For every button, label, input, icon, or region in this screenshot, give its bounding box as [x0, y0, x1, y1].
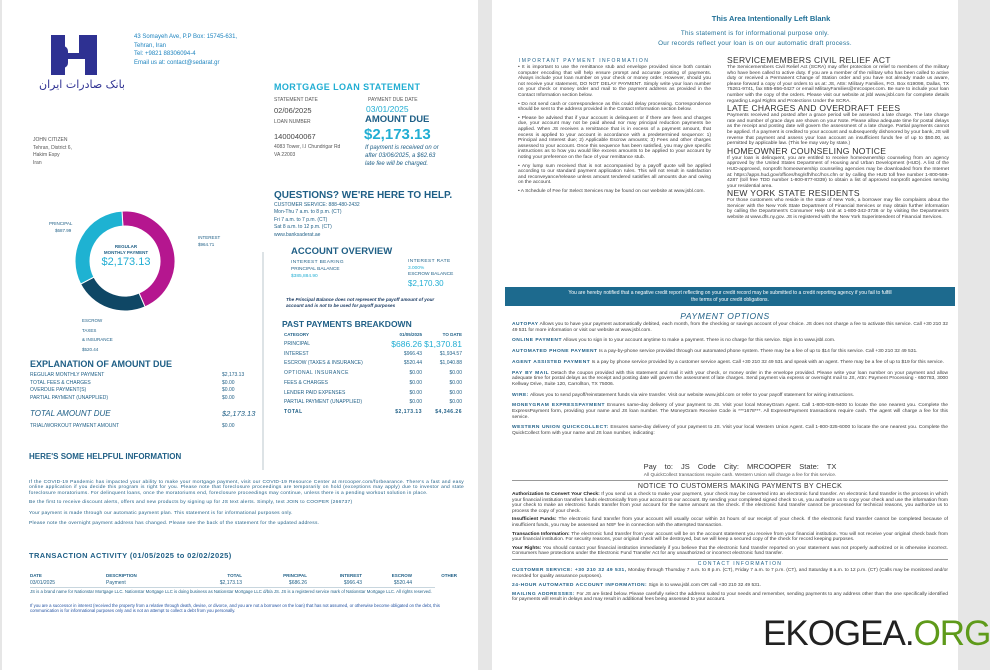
period-cell: $0.00	[409, 399, 422, 406]
divider	[512, 480, 948, 481]
to-date-cell: $4,346.26	[435, 408, 462, 415]
note-line: late fee will be charged.	[365, 161, 429, 167]
section-text: The Servicemembers Civil Relief Act (SCRA) may offer protection or relief to members of the military who have been called to active duty. If you are a member of the military who has been called to active duty or received a Permanent Change of Station order and you have not already made us aware, please forward a copy of your orders to us at: JS, Attn: Military Families, P.O. Box 619098, Dallas, TX 75261-9741, fax 855-856-0427 or email MilitaryFamilies@mrcooper.com. Be sure to include your loan number with the copy of the orders. Please visit our website at jsbl www.jsbl.com for complete details regarding Legal Rights and Protections Under the SCRA.	[727, 65, 949, 104]
list-item	[512, 492, 948, 514]
table-cell: 03/01/2025	[30, 580, 56, 586]
item-text: Allows you to sign in to your account anytime to make a payment. There is no charge for this service. Sign in to www.jsbl.com.	[563, 338, 836, 344]
payment-options-title: PAYMENT OPTIONS	[680, 311, 770, 321]
section-text: For those customers who reside in the state of New York, a borrower may file complaints about the Servicer with the New York State Department of Financial Services or may obtain further information by calling the Department's Consumer Help Unit at 1-800-342-3736 or by visiting the Department's website at www.dfs.ny.gov. JS is registered with the New York Superintendent of Financial Services.	[727, 198, 949, 221]
hours: Fri 7 a.m. to 7 p.m. (CT)	[274, 216, 328, 223]
address-line: 43 Somayeh Ave, P.P Box: 15745-631,	[134, 34, 238, 40]
table-cell: $2,173.13	[219, 580, 242, 586]
explanation-value: $0.00	[222, 379, 235, 386]
item-key: AUTOMATED PHONE PAYMENT	[512, 349, 598, 355]
item-text: Ensures same-day delivery of your payment to JS. Visit your local Western Union Agent. Call 1-800-325-6000 to locate the one nearest you. Complete the QuickCollect form with your name and JS loan number, indicating:	[512, 425, 948, 437]
amount-due: $2,173.13	[364, 126, 431, 143]
list-item	[512, 403, 948, 420]
column-header: PRINCIPAL	[283, 573, 307, 578]
list-item	[512, 546, 948, 557]
category-cell: FEES & CHARGES	[284, 379, 328, 386]
bank-logo-icon	[39, 32, 125, 92]
contact-list	[512, 568, 948, 603]
category-cell: TOTAL	[284, 408, 303, 415]
center-label: MONTHLY PAYMENT	[103, 250, 149, 255]
donut-slice-escrow	[81, 277, 145, 311]
period-cell: $0.00	[409, 379, 422, 386]
interest-label	[198, 234, 220, 248]
helpful-text	[29, 480, 464, 527]
table-cell: Payment	[106, 580, 126, 586]
period-cell: $0.00	[409, 389, 422, 396]
trial-value: $0.00	[222, 423, 235, 429]
list-item: • Any lump sum received that is not accompanied by a payoff quote will be applied according to our standard payment application rules. This will not result in satisfaction and reconveyance/release unless amount tendered satisfies all amounts due and owing on the account.	[518, 163, 711, 186]
table-cell: $686.26	[288, 580, 307, 586]
list-item: • Please be advised that if your account is delinquent or if there are fees and charges due, your account may not be paid ahead nor may principal reduction payments be applied. When JS receives a remittance that is in excess of a payment amount, that excess is applied to your account in accordance with a predetermined sequence: 1) Principal and Interest due; 2) Applicable Escrow amounts; 3) Fees and other charges assessed to your account. Once this sequence has been satisfied, you may give specific instructions as to how you would like excess amounts to be applied to your account by noting your preference on the face of your remittance stub.	[518, 115, 711, 160]
item-text: Detach the coupon provided with this statement and mail it with your check, or money order in the envelope provided. Please write your loan number on your payment and allow adequate time for postal delays as the receipt and posting date will govern the assessment of late charges. Send payment via express or overnight mail to JS, Attn: Payment Processing - 650783, 3000 Kellway Drive, Suite 120, Carrollton, TX 75006.	[512, 370, 948, 387]
to-date-cell: $1,370.81	[424, 338, 462, 349]
to-date-cell: $1,040.88	[439, 360, 462, 367]
check-notice-title: NOTICE TO CUSTOMERS MAKING PAYMENTS BY CHECK	[637, 483, 843, 490]
explanation-label: OVERDUE PAYMENT(S)	[30, 387, 87, 394]
loan-address	[274, 143, 340, 159]
statement-title: MORTGAGE LOAN STATEMENT	[274, 82, 421, 92]
note-line: account and is not to be used for payoff purposes	[286, 303, 396, 308]
item-text: Allows you to send payoff/reinstatement funds via wire transfer. Visit our website www.jsbl.com or refer to your payoff statement for wiring instructions.	[530, 392, 855, 398]
column-header: INTEREST	[339, 573, 362, 578]
bank-address	[134, 33, 237, 67]
explanation-label: PARTIAL PAYMENT (UNAPPLIED)	[30, 395, 108, 402]
principal-balance	[291, 259, 344, 280]
section-title: LATE CHARGES AND OVERDRAFT FEES	[727, 103, 901, 114]
payment-options-list	[512, 322, 948, 437]
to-date-cell: $1,934.57	[439, 350, 462, 357]
column-header: DESCRIPTION	[106, 573, 137, 578]
item-key: WIRE:	[512, 392, 529, 398]
category-cell: OPTIONAL INSURANCE	[284, 370, 349, 377]
item-key: ONLINE PAYMENT	[512, 338, 562, 344]
contact-title: CONTACT INFORMATION	[697, 561, 783, 567]
slice-value: $520.44	[82, 346, 99, 352]
divider	[512, 559, 948, 560]
footnote: If you are a successor in interest (received the property from a relative through death, devise, or divorce, and you are not a borrower on the loan) that has not assumed, or otherwise become obligated on the debt, this communication is for informational purposes only and is not an attempt to collect a debt from you personally.	[30, 603, 440, 613]
to-date-cell: $0.00	[449, 379, 462, 386]
list-item: • It is important to use the remittance stub and envelope provided since both contain computer encoding that will help ensure prompt and accurate posting of payments. Always include your loan number on your check or money order. However, should you not receive your statement, DO NOT DELAY PAYMENT. Simply write your loan number on your check or money order and mail to the payment address as provided in the Contact Information section below.	[518, 65, 711, 98]
email-link[interactable]: Email us at: contact@sedarat.gr	[134, 59, 220, 66]
past-payments-title: PAST PAYMENTS BREAKDOWN	[282, 319, 412, 329]
label: INTEREST BEARING	[291, 260, 344, 265]
item-key: Authorization to Convert Your Check:	[512, 492, 600, 497]
slice-name: PRINCIPAL	[49, 221, 73, 226]
balance-note	[286, 297, 434, 309]
section-title: SERVICEMEMBERS CIVIL RELIEF ACT	[727, 55, 891, 65]
explanation-value: $2,173.13	[222, 372, 245, 378]
list-item	[512, 583, 948, 589]
statement-front-page	[2, 0, 478, 670]
category-cell: INTEREST	[284, 350, 309, 357]
info-line: Our records reflect your loan is on our automatic draft process.	[658, 40, 852, 47]
hours: Mon-Thu 7 a.m. to 8 p.m. (CT)	[274, 209, 342, 216]
loan-number-label: LOAN NUMBER	[274, 119, 311, 125]
item-text: The electronic fund transfer from your account will usually occur within 24 hours of our receipt of your check. If the electronic fund transfer cannot be completed because of insufficient funds, you may be assessed an NSF fee in connection with the attempted transaction.	[512, 517, 948, 528]
item-key: CUSTOMER SERVICE: +30 210 32 49 531,	[512, 568, 627, 573]
to-date-cell: $0.00	[449, 389, 462, 396]
customer-name: JOHN CITIZEN	[33, 137, 68, 143]
rate-escrow	[408, 259, 453, 288]
list-item	[512, 349, 948, 355]
item-text: If you send us a check to make your payment, your check may be converted into an electronic fund transfer. An electronic fund transfer is the process in which your financial institution transfers funds electronically from your account to our account. By sending your completed signed check to us, you authorize us to copy your check and use the information from your check to make an electronic funds transfer from your account for the same amount as the check. If the electronic fund transfer cannot be processed for technical reasons, you authorize us to process the copy of your check.	[512, 492, 948, 514]
address-line: 4083 Tower, I.I Chundrigar Rd	[274, 144, 341, 150]
item-key: MONEYGRAM EXPRESSPAYMENT	[512, 403, 606, 409]
principal-label	[49, 220, 72, 234]
explanation-label: REGULAR MONTHLY PAYMENT	[30, 372, 105, 378]
list-item: • Do not send cash or correspondence as this could delay processing. Correspondence should be sent to the address provided in the Contact Information section below.	[518, 101, 711, 113]
item-key: MAILING ADDRESSES:	[512, 591, 575, 597]
column-header: TOTAL	[227, 573, 242, 578]
list-item	[512, 592, 948, 603]
label: INTEREST RATE	[408, 259, 451, 264]
phone: Tel: +9821 88306094-4	[134, 51, 196, 57]
slice-value: $964.71	[198, 242, 215, 247]
to-date-cell: $0.00	[449, 399, 462, 406]
slice-name: TAXES	[82, 327, 97, 333]
list-item	[512, 393, 948, 399]
donut-center	[96, 244, 156, 269]
overview-title: ACCOUNT OVERVIEW	[291, 246, 393, 257]
info-line: This statement is for informational purpose only.	[680, 30, 830, 37]
section-title: NEW YORK STATE RESIDENTS	[727, 188, 860, 199]
to-date-cell: $0.00	[449, 370, 462, 377]
note-line: The Principal Balance does not represent the payoff amount of your	[286, 297, 435, 302]
list-item	[512, 425, 948, 436]
section-text: Payments received and posted after a grace period will be assessed a late charge. The late charge rate and number of grace days are shown on your Note. Please allow adequate time for postal delays as the receipt and posting date will govern the assessment of a late charge. Partial payments cannot be applied. If a payment is credited to your account and subsequently dishonored by your bank, JS will reverse that payment and assess your loan account an insufficient funds fee of up to $50.00, as permitted by applicable law. (This fee may vary by state.)	[727, 113, 949, 147]
item-text: Monday through Thursday 7 a.m. to 8 p.m. (CT), Friday 7 a.m. to 7 p.m. (CT), and Saturday 8 a.m. to 12 p.m. (CT) (Calls may be monitored and/or recorded for quality assurance purposes).	[512, 568, 948, 579]
item-key: AUTOPAY	[512, 322, 539, 327]
explanation-value: $0.00	[222, 387, 235, 394]
paragraph: Be the first to receive discount alerts, offers and new products by signing up for JS text alerts. Simply, text JOIN to COOPER (266737)	[29, 499, 353, 505]
paragraph: Your payment is made through our automatic payment plan. This statement is for informational purposes only.	[29, 511, 293, 517]
important-title: IMPORTANT PAYMENT INFORMATION	[519, 58, 650, 64]
check-notice-list	[512, 492, 948, 557]
item-key: 24-HOUR AUTOMATED ACCOUNT INFORMATION:	[512, 582, 648, 588]
category-cell: LENDER PAID EXPENSES	[284, 389, 346, 396]
slice-name: INTEREST	[198, 235, 221, 240]
section-text: If your loan is delinquent, you are entitled to receive homeownership counseling from an agency approved by the United States Department of Housing and Urban Development (HUD). A list of the HUD-approved, nonprofit homeownership counseling agencies may be downloaded from the Internet at: https://apps.hud.gov/offices/hsg/sfh/hcc/hcs.cfm or by calling the HUD toll free number 1-800-569-4287 (toll free TDD number 1-800-877-8339) to obtain a list of approved nonprofit agencies serving your residential area.	[727, 155, 949, 189]
customer-service-info	[274, 202, 360, 239]
period-cell: $966.43	[403, 350, 422, 357]
quickcollect-payto: Pay to: JS Code City: MRCOOPER State: TX	[643, 462, 837, 471]
table-cell: $520.44	[393, 580, 412, 586]
loan-number: 1400040067	[274, 132, 316, 141]
quickcollect-note: All QuickCollect transactions require cash. Western Union will charge a fee for this service.	[643, 473, 837, 478]
list-item	[512, 371, 948, 388]
svg-text:بانک صادرات ایران: بانک صادرات ایران	[39, 78, 125, 91]
amount-due-label: AMOUNT DUE	[365, 114, 430, 125]
period-cell: $686.26	[391, 338, 422, 349]
watermark-text: ORG	[913, 614, 990, 653]
column-divider	[262, 252, 264, 470]
paragraph: If the COVID-19 Pandemic has impacted your ability to make your mortgage payment, visit our COVID-19 Resource Center at mrcooper.com/forbearance. There's a fast and easy online application if you decide this program is right for you. Please note that foreclosure proceedings are temporarily on hold (exceptions may apply) due to investor and state foreclosure moratoriums. For delinquent loans, once the moratoriums end, foreclosure proceedings may continue, unless there is a pending workout solution in place.	[29, 480, 464, 496]
item-key: WESTERN UNION QUICKCOLLECT:	[512, 425, 609, 431]
transactions-title: TRANSACTION ACTIVITY (01/05/2025 to 02/02/2025)	[29, 551, 232, 560]
watermark-logo	[763, 614, 990, 654]
center-total: $2,173.13	[101, 256, 151, 268]
list-item: • A Schedule of Fee for Select Services may be found on our website at www.jsbl.com.	[518, 188, 705, 194]
escrow-label	[82, 316, 113, 354]
credit-report-banner: You are hereby notified that a negative credit report reflecting on your credit record may be submitted to a credit reporting agency if you fail to fulfill the terms of your credit obligations.	[505, 287, 955, 306]
item-key: AGENT ASSISTED PAYMENT	[512, 359, 591, 365]
slice-name: & INSURANCE	[82, 337, 113, 342]
explanation-label: TOTAL FEES & CHARGES	[30, 379, 91, 386]
item-text: You should contact your financial institution immediately if you believe that the electronic fund transfer reported on your statement was not properly authorized or is otherwise incorrect. Consumers have protections under the Electronic Fund Transfer Act for any unauthorized or incorrect electronic fund transfer.	[512, 545, 949, 557]
address-line: Iran	[33, 160, 42, 167]
item-key: Insufficient Funds:	[512, 517, 557, 523]
label: PRINCIPAL BALANCE	[291, 267, 340, 272]
column-header: DATE	[30, 573, 42, 578]
item-text: Sign in to www.jsbl.com OR call +30 210 32 49 531.	[648, 582, 761, 588]
label: ESCROW BALANCE	[408, 272, 454, 277]
period-cell: $2,173.13	[395, 408, 422, 415]
column-header: CATEGORY	[284, 332, 310, 337]
explanation-title: EXPLANATION OF AMOUNT DUE	[30, 359, 172, 369]
list-item	[512, 338, 948, 344]
principal-balance-value: $385,884.90	[291, 274, 318, 279]
slice-value: $687.99	[55, 228, 72, 233]
category-cell: PRINCIPAL	[284, 341, 311, 347]
list-item	[512, 517, 948, 528]
section-title: HOMEOWNER COUNSELING NOTICE	[727, 145, 887, 156]
category-cell: PARTIAL PAYMENT (UNAPPLIED)	[284, 399, 362, 406]
website-link[interactable]: www.banksaderat.ae	[274, 231, 321, 238]
paragraph: Please note the overnight payment address has changed. Please see the back of the statement for the updated address.	[29, 521, 320, 527]
phone: CUSTOMER SERVICE: 888-480-2432	[274, 202, 360, 208]
address-line: Hakim Espy	[33, 152, 60, 159]
address-line: Tehran, District 6,	[33, 144, 72, 151]
slice-name: ESCROW	[82, 318, 103, 323]
column-header: OTHER	[441, 573, 457, 578]
interest-rate-value: 3.000%	[408, 265, 425, 271]
due-date: 03/01/2025	[366, 104, 409, 114]
total-amount-due-value: $2,173.13	[222, 409, 256, 418]
note-line: If payment is received on or	[365, 145, 439, 151]
item-key: Your Rights:	[512, 545, 542, 551]
list-item	[512, 568, 948, 579]
period-cell: $520.44	[403, 360, 422, 367]
explanation-value: $0.00	[222, 395, 235, 402]
late-fee-note	[365, 144, 439, 168]
category-cell: ESCROW (TAXES & INSURANCE)	[284, 360, 363, 367]
address-line: Tehran, Iran	[134, 42, 167, 49]
hours: Sat 8 a.m. to 12 p.m. (CT)	[274, 224, 332, 231]
divider	[30, 587, 435, 588]
blank-area-title: This Area Intentionally Left Blank	[711, 14, 831, 23]
period-cell: $0.00	[409, 370, 422, 377]
item-text: Is a pay-by-phone service provided through our automated phone system. There may be a fee of up to $14 for this service. Call +30 210 32 49 531.	[598, 349, 918, 355]
list-item	[512, 532, 948, 543]
customer-address	[33, 137, 72, 168]
item-text: Ensures same-day delivery of your payment to JS. Visit your local MoneyGram Agent. Call 1-800-926-9400 to locate the one nearest you. Complete the ExpressPayment form, providing your name and JS loan number. The MoneyGram Receive Code is ***1678***. All ExpressPayment transactions require cash. The agent will charge a fee for this service.	[512, 403, 949, 420]
list-item	[512, 360, 948, 366]
column-header: 01/05/2025	[399, 332, 422, 337]
statement-date: 02/06/2025	[274, 106, 312, 115]
note-line: after 03/06/2025, a $62.63	[365, 153, 436, 159]
item-key: Transaction Information:	[512, 531, 570, 537]
footnote: JS is a brand name for Nationstar Mortgage LLC. Nationstar Mortgage LLC is doing business as Nationstar Mortgage LLC d/b/a JS. JS is a registered service mark of Nationstar Mortgage LLC. All rights reserved.	[30, 589, 432, 594]
table-cell: $966.43	[343, 580, 362, 586]
item-text: Allows you to have your payment automatically debited, each month, from the checking or savings account of your choice. JS does not charge a fee to activate this service. Call +30 210 32 49 531 for more information or visit our website at www.jsbl.com.	[512, 322, 948, 333]
column-header: TO DATE	[442, 332, 462, 337]
trial-label: TRIAL/WORKOUT PAYMENT AMOUNT	[30, 423, 120, 429]
important-list	[518, 65, 711, 194]
escrow-balance-value: $2,170.30	[408, 278, 444, 288]
item-key: PAY BY MAIL	[512, 370, 550, 376]
helpful-title: HERE'S SOME HELPFUL INFORMATION	[29, 452, 182, 461]
column-header: ESCROW	[391, 573, 412, 578]
notice-sections	[727, 56, 949, 221]
item-text: The electronic fund transfer from your account will be on the account statement you receive from your financial institution. You will not receive your original check back from your financial institution. For security reasons, your original check will be destroyed, but we will keep a secured copy of the check for record keeping purposes.	[512, 531, 948, 543]
questions-title: QUESTIONS? WE'RE HERE TO HELP.	[274, 190, 453, 201]
total-amount-due-label: TOTAL AMOUNT DUE	[30, 409, 111, 418]
center-label: REGULAR	[114, 244, 138, 249]
address-line: VA 22003	[274, 152, 296, 158]
due-date-label: PAYMENT DUE DATE	[368, 97, 418, 103]
statement-date-label: STATEMENT DATE	[274, 97, 318, 103]
item-text: Is a pay by phone service provided by a customer service agent. Call +30 210 32 49 531 and speak with an agent. There may be a fee of up to $19 for this service.	[591, 359, 944, 365]
item-text: For JS are listed below. Please carefully select the address suited to your needs and remember, sending payments to any address other than the one specifically identified for payments will result in delays and may result in additional fees being assessed to your account.	[512, 591, 949, 603]
list-item	[512, 322, 948, 333]
watermark-text: EKOGEA.	[763, 614, 914, 653]
statement-back-page	[492, 0, 958, 670]
